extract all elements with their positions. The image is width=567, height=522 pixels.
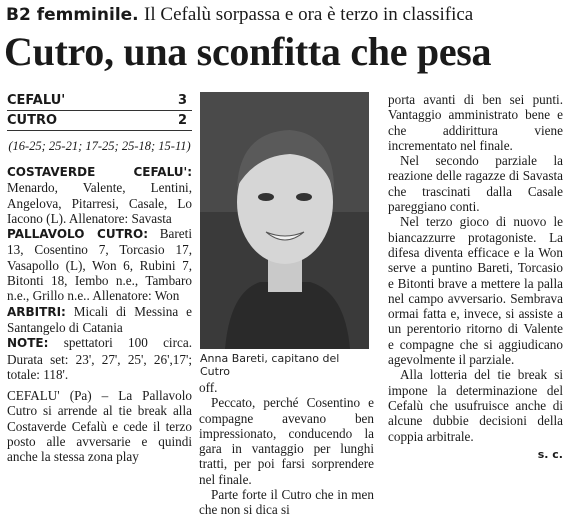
team2-score: 2 — [177, 113, 187, 128]
kicker-section: B2 femminile. — [6, 5, 139, 25]
score-row-1 — [7, 92, 192, 109]
notes-body: spettatori 100 circa. Durata set: 23', 27', 25', 26',17'; totale: 118'. — [7, 335, 192, 382]
article-paragraph-2: Peccato, perché Cosentino e compagne avevano ben impressionato, conducendo la gara in vantaggio per lunghi tratti, per poi farsi sorprendere nel finale. — [199, 395, 374, 487]
author-signature: s. c. — [537, 447, 563, 461]
article-paragraph-3: Parte forte il Cutro che in men che non si dica si — [199, 487, 374, 518]
lineup-team2-head: PALLAVOLO CUTRO: — [7, 227, 149, 242]
article-paragraph-4: Nel secondo parziale la reazione delle ragazze di Savasta che trascinati dalla Casale pareggiano conti. — [388, 153, 563, 215]
article-paragraph-3-cont: porta avanti di ben sei punti. Vantaggio amministrato bene e che addirittura viene incrementato nel finale. — [388, 92, 563, 153]
team2-name: CUTRO — [7, 113, 58, 128]
lineup-team2-body: Bareti 13, Cosentino 7, Torcasio 17, Vasapollo (L), Won 6, Rubini 7, Bitonti 18, Iembo n.e., Tambaro n.e., Grillo n.e.. Allenatore: Won — [7, 226, 192, 304]
headline: Cutro, una sconfitta che pesa — [4, 29, 492, 74]
photo-caption: Anna Bareti, capitano del Cutro — [200, 352, 340, 378]
team1-score: 3 — [177, 93, 187, 108]
divider — [7, 110, 192, 111]
portrait-image — [200, 92, 369, 349]
referees-head: ARBITRI: — [7, 304, 66, 319]
article-paragraph-5: Nel terzo gioco di nuovo le biancazzurre protagoniste. La difesa diventa efficace e la Won serve a puntino Bareti, Torcasio e Bitonti brave a mettere la palla nel campo avversario. Sembrava ormai fatta e, invece, si assiste a un perentorio ritorno di Valente e compagne che si aggiudicano agevolmente il parziale. — [388, 214, 563, 368]
referees — [7, 304, 192, 336]
lineup-team1-body: Menardo, Valente, Lentini, Angelova, Pitarresi, Casale, Lo Iacono (L). Allenatore: Savasta — [7, 180, 192, 226]
column-middle — [199, 380, 374, 518]
lineup-team1 — [7, 164, 192, 226]
divider — [7, 130, 192, 131]
team1-name: CEFALU' — [7, 93, 66, 108]
article-paragraph-1: CEFALU' (Pa) – La Pallavolo Cutro si arrende al tie break alla Costaverde Cefalù e cede il terzo posto alle avversarie e quindi anche la stessa zona play — [7, 388, 192, 465]
article-paragraph-1-cont: off. — [199, 380, 218, 395]
column-right — [388, 92, 563, 462]
column-left — [7, 92, 192, 465]
player-photo — [200, 92, 369, 349]
referees-body: Micali di Messina e Santangelo di Catania — [7, 303, 192, 335]
notes — [7, 335, 192, 382]
kicker — [6, 4, 564, 26]
article-paragraph-6: Alla lotteria del tie break si impone la determinazione del Cefalù che usufruisce anche di alcune dubbie decisioni della coppia arbitrale. — [388, 367, 563, 444]
score-row-2 — [7, 112, 192, 129]
set-partials: (16-25; 25-21; 17-25; 25-18; 15-11) — [8, 139, 191, 153]
notes-head: NOTE: — [7, 336, 49, 351]
lineup-team1-head: COSTAVERDE CEFALU': — [7, 165, 192, 179]
kicker-text: Il Cefalù sorpassa e ora è terzo in classifica — [144, 4, 474, 25]
lineup-team2 — [7, 226, 192, 303]
